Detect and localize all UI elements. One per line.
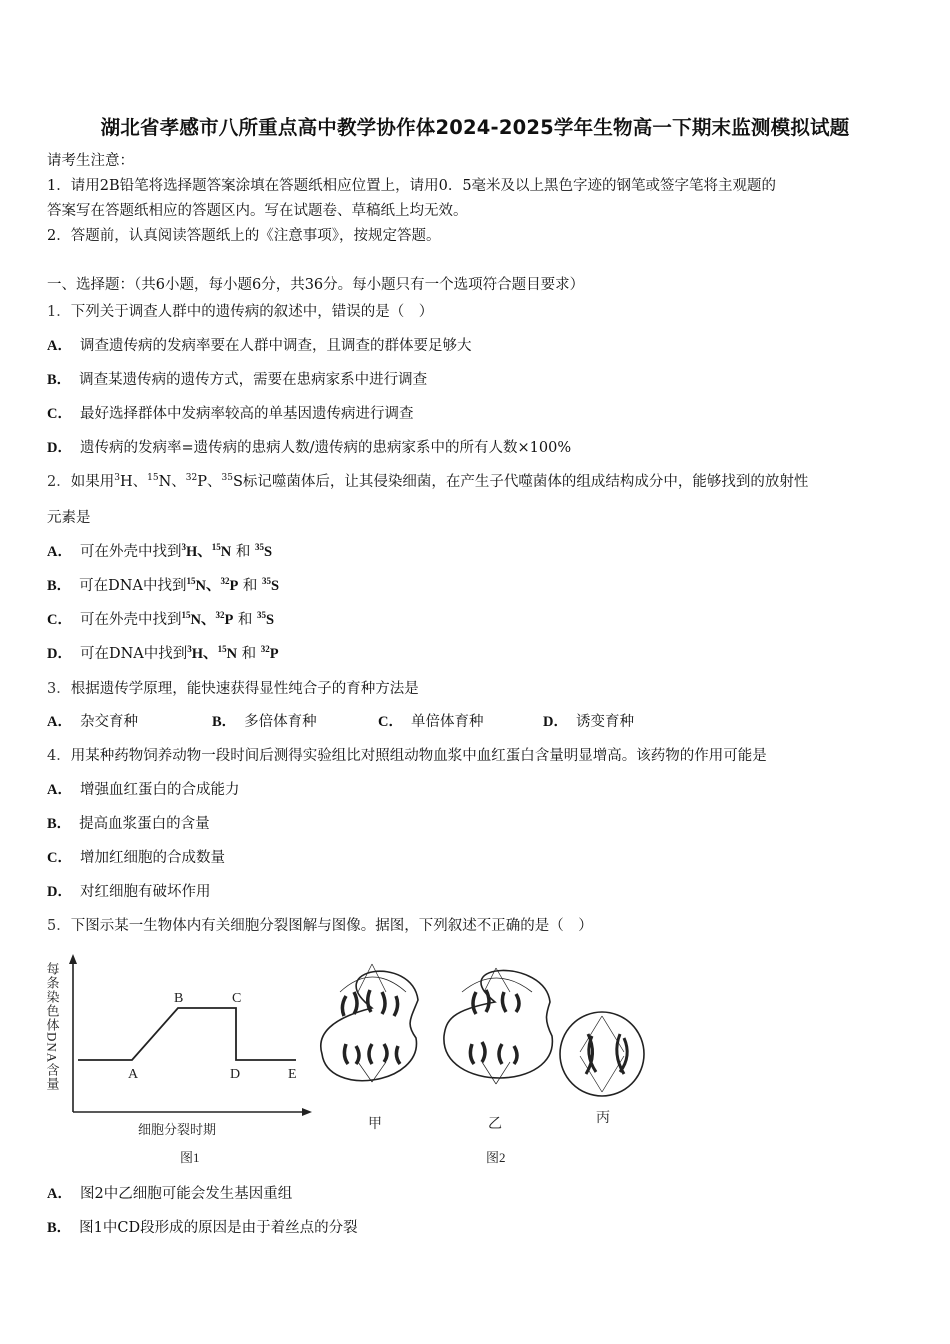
q5-option-a xyxy=(47,1184,292,1204)
q1-option-d xyxy=(47,438,571,458)
page-title: 湖北省孝感市八所重点高中教学协作体2024-2025学年生物高一下期末监测模拟试题 xyxy=(100,116,850,139)
q2-option-a: A． 可在外壳中找到$^3$H、$^{15}$N 和 $^{35}$S xyxy=(47,542,273,560)
option-label: D． xyxy=(543,714,568,730)
q2-option-d: D． 可在DNA中找到$^3$H、$^{15}$N 和 $^{32}$P xyxy=(47,644,279,662)
option-label: B． xyxy=(47,816,72,832)
option-text: 多倍体育种 xyxy=(244,714,317,730)
option-text: 增加红细胞的合成数量 xyxy=(79,850,225,866)
option-label: D． xyxy=(47,440,72,456)
option-label: C． xyxy=(47,406,72,422)
q4-option-d xyxy=(47,882,210,902)
question-text: 根据遗传学原理，能快速获得显性纯合子的育种方法是 xyxy=(70,681,419,697)
cell-yi xyxy=(444,968,552,1084)
option-label: A． xyxy=(47,1186,72,1202)
option-label: D． xyxy=(47,646,72,662)
figure-1-caption: 图1 xyxy=(180,1150,200,1165)
question-number: 4． xyxy=(47,748,71,764)
question-2-stem: 2．如果用$^3$H、$^{15}$N、$^{32}$P、$^{35}$S标记噬菌体后，让其侵染细菌，在产生子代噬菌体的组成结构成分中，能够找到的放射性 xyxy=(47,473,809,490)
point-label-b: B xyxy=(174,991,184,1006)
option-label: A． xyxy=(47,714,72,730)
question-text-cont: 标记噬菌体后，让其侵染细菌，在产生子代噬菌体的组成结构成分中，能够找到的放射性 xyxy=(242,474,809,490)
option-text: 可在DNA中找到 xyxy=(79,578,187,594)
cell-jia xyxy=(321,964,418,1082)
option-text: 遗传病的发病率=遗传病的患病人数/遗传病的患病家系中的所有人数×100% xyxy=(79,440,572,456)
question-4-stem xyxy=(47,746,767,766)
question-1-stem xyxy=(47,302,433,322)
point-label-c: C xyxy=(232,991,242,1006)
q3-option-c xyxy=(378,712,543,732)
option-label: C． xyxy=(47,612,72,628)
cell-division-figure xyxy=(40,952,680,1172)
q4-option-a xyxy=(47,780,239,800)
option-text: 调查某遗传病的遗传方式，需要在患病家系中进行调查 xyxy=(79,372,428,388)
option-text: 提高血浆蛋白的含量 xyxy=(79,816,210,832)
question-text: 下列关于调查人群中的遗传病的叙述中，错误的是（ ） xyxy=(70,304,434,320)
option-text: 可在外壳中找到 xyxy=(79,612,182,628)
question-number: 2． xyxy=(47,474,71,490)
option-text: 杂交育种 xyxy=(79,714,138,730)
notice-line1: 1．请用2B铅笔将选择题答案涂填在答题纸相应位置上，请用0．5毫米及以上黑色字迹的钢笔或签字笔将主观题的 xyxy=(47,178,777,194)
notice-heading: 请考生注意： xyxy=(47,153,134,169)
q3-option-b xyxy=(212,712,378,732)
q3-option-a xyxy=(47,712,212,732)
q1-option-b xyxy=(47,370,427,390)
point-label-e: E xyxy=(288,1067,297,1082)
option-text: 调查遗传病的发病率要在人群中调查，且调查的群体要足够大 xyxy=(79,338,472,354)
cell-bing xyxy=(560,1012,644,1096)
q5-option-b xyxy=(47,1218,358,1238)
option-label: C． xyxy=(378,714,403,730)
question-text: 用某种药物饲养动物一段时间后测得实验组比对照组动物血浆中血红蛋白含量明显增高。该药物的作用可能是 xyxy=(70,748,767,764)
x-axis-label: 细胞分裂时期 xyxy=(138,1122,217,1137)
q2-option-b: B． 可在DNA中找到$^{15}$N、$^{32}$P 和 $^{35}$S xyxy=(47,576,280,594)
option-text: 图2中乙细胞可能会发生基因重组 xyxy=(79,1186,293,1202)
question-number: 1． xyxy=(47,304,71,320)
figure-1-graph xyxy=(69,954,312,1116)
option-label: B． xyxy=(47,1220,72,1236)
option-label: C． xyxy=(47,850,72,866)
question-text: 如果用 xyxy=(70,474,115,490)
y-axis-arrow xyxy=(69,954,77,964)
option-text: 对红细胞有破坏作用 xyxy=(79,884,211,900)
q2-option-c: C． 可在外壳中找到$^{15}$N、$^{32}$P 和 $^{35}$S xyxy=(47,610,275,628)
option-text: 图1中CD段形成的原因是由于着丝点的分裂 xyxy=(79,1220,358,1236)
notice-line2: 2．答题前，认真阅读答题纸上的《注意事项》，按规定答题。 xyxy=(47,228,441,244)
option-label: B． xyxy=(47,578,72,594)
x-axis-arrow xyxy=(302,1108,312,1116)
q3-option-d xyxy=(543,712,634,732)
question-text: 下图示某一生物体内有关细胞分裂图解与图像。据图，下列叙述不正确的是（ ） xyxy=(70,918,593,934)
option-text: 可在DNA中找到 xyxy=(79,646,188,662)
option-text: 可在外壳中找到 xyxy=(79,544,182,560)
notice-line1-cont: 答案写在答题纸相应的答题区内。写在试题卷、草稿纸上均无效。 xyxy=(47,203,468,219)
q1-option-a xyxy=(47,336,471,356)
cell-label-yi: 乙 xyxy=(488,1116,502,1132)
cell-label-jia: 甲 xyxy=(368,1116,382,1132)
question-3-stem xyxy=(47,679,419,699)
option-text: 增强血红蛋白的合成能力 xyxy=(79,782,240,798)
point-label-d: D xyxy=(230,1067,241,1082)
q1-option-c xyxy=(47,404,413,424)
question-number: 3． xyxy=(47,681,71,697)
q4-option-b xyxy=(47,814,210,834)
question-number: 5． xyxy=(47,918,71,934)
y-axis-label: 每条染色体DNA含量 xyxy=(44,962,60,1092)
option-label: A． xyxy=(47,338,72,354)
question-2-stem-cont: 元素是 xyxy=(47,510,91,526)
option-text: 诱变育种 xyxy=(575,714,634,730)
option-text: 单倍体育种 xyxy=(410,714,484,730)
option-text: 最好选择群体中发病率较高的单基因遗传病进行调查 xyxy=(79,406,414,422)
q3-options-row xyxy=(47,712,634,732)
option-label: A． xyxy=(47,544,72,560)
question-5-stem xyxy=(47,916,593,936)
option-label: A． xyxy=(47,782,72,798)
q4-option-c xyxy=(47,848,225,868)
option-label: D． xyxy=(47,884,72,900)
point-label-a: A xyxy=(128,1067,139,1082)
dna-content-line xyxy=(78,1008,296,1060)
figure-2-caption: 图2 xyxy=(486,1150,506,1165)
section-heading: 一、选择题：（共6小题，每小题6分，共36分。每小题只有一个选项符合题目要求） xyxy=(47,277,585,293)
option-label: B． xyxy=(212,714,237,730)
option-label: B． xyxy=(47,372,72,388)
cell-label-bing: 丙 xyxy=(596,1110,610,1126)
